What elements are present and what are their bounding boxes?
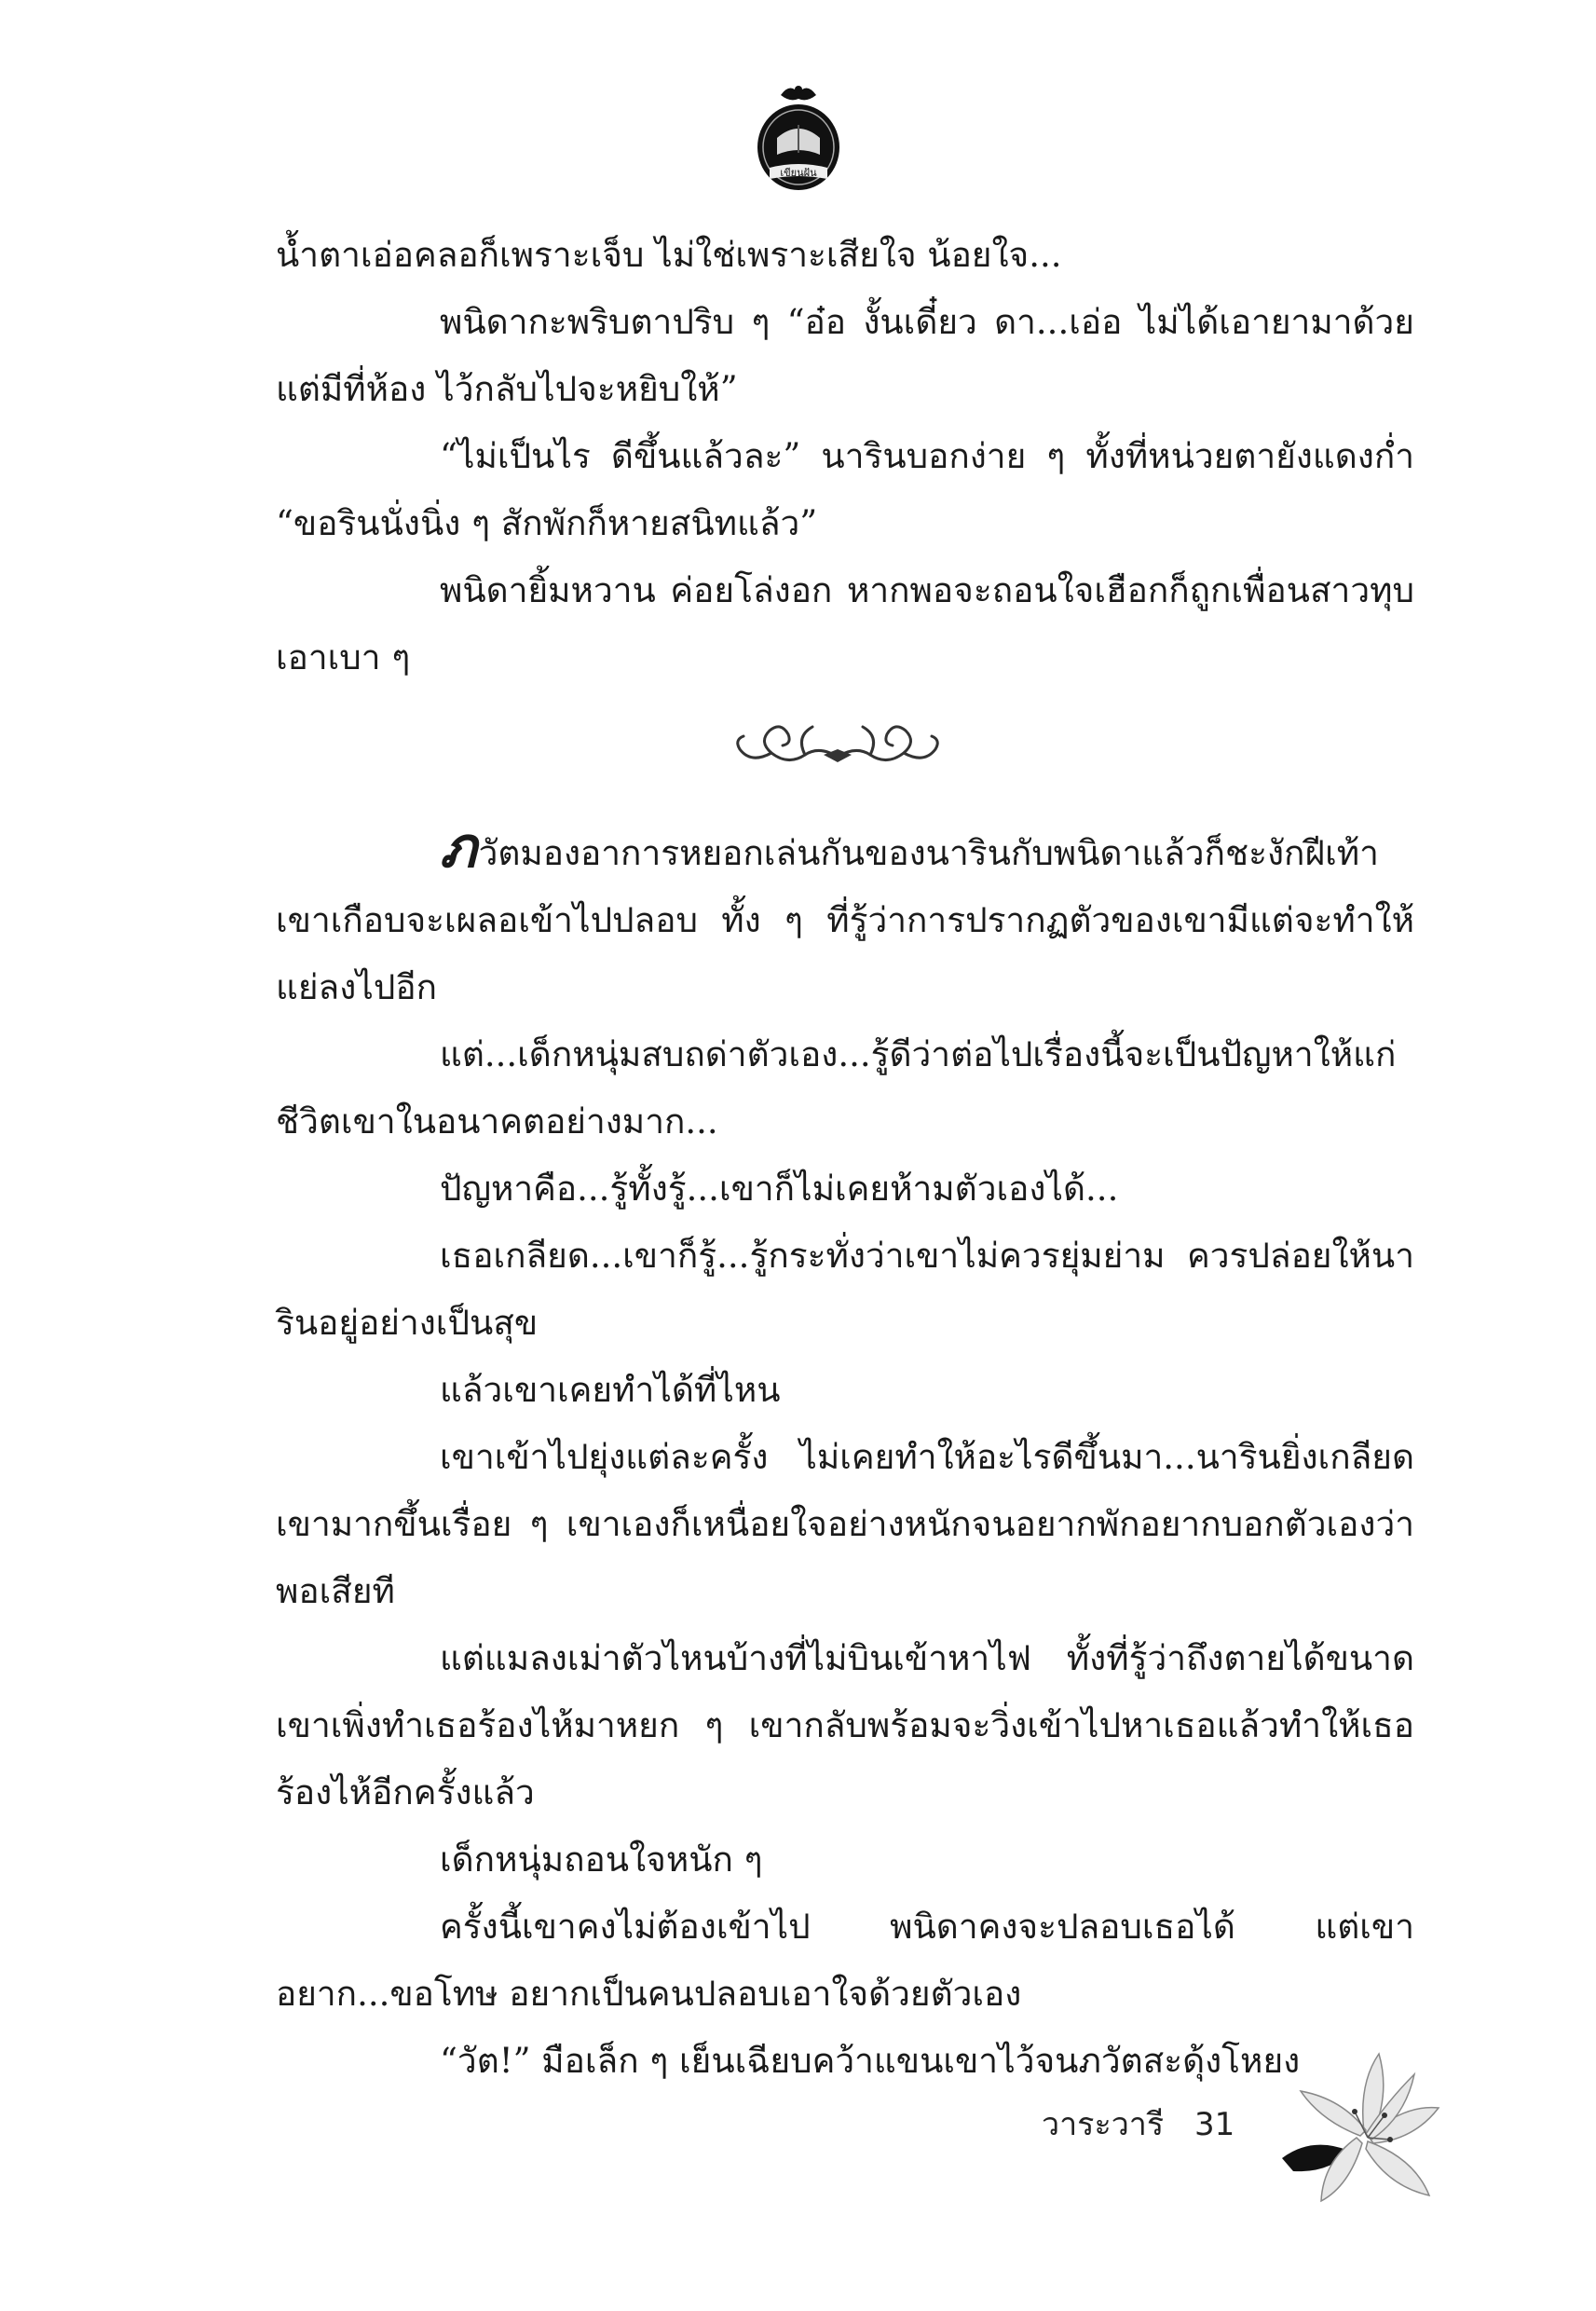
paragraph: เขาเข้าไปยุ่งแต่ละครั้ง ไม่เคยทำให้อะไรดีขึ้นมา...นารินยิ่งเกลียดเขามากขึ้นเรื่อย ๆ เขาเองก็เหนื่อยใจอย่างหนักจนอยากพักอยากบอกตัวเองว่าพอเสียที: [276, 1437, 1414, 1611]
page-footer: [1042, 2099, 1235, 2149]
paragraph: เด็กหนุ่มถอนใจหนัก ๆ: [440, 1839, 763, 1880]
page-number: 31: [1194, 2106, 1235, 2143]
scroll-ornament-divider-icon: [730, 708, 945, 783]
logo-text: เขียนฝัน: [780, 167, 817, 179]
drop-cap: ภ: [440, 815, 477, 881]
book-title: วาระวารี: [1042, 2106, 1165, 2143]
text-block-bottom: [276, 815, 1414, 2095]
paragraph: ครั้งนี้เขาคงไม่ต้องเข้าไป พนิดาคงจะปลอบเธอได้ แต่เขาอยาก...ขอโทษ อยากเป็นคนปลอบเอาใจด้วยตัวเอง: [276, 1907, 1414, 2014]
paragraph: ปัญหาคือ...รู้ทั้งรู้...เขาก็ไม่เคยห้ามตัวเองได้...: [440, 1169, 1119, 1209]
paragraph: [276, 815, 1414, 1021]
lily-flower-icon: [1275, 2046, 1442, 2205]
text-block-top: [276, 222, 1414, 691]
paragraph: แล้วเขาเคยทำได้ที่ไหน: [440, 1370, 781, 1410]
paragraph: พนิดากะพริบตาปริบ ๆ “อ๋อ งั้นเดี๋ยว ดา...เอ่อ ไม่ได้เอายามาด้วย แต่มีที่ห้อง ไว้กลับไปจะหยิบให้”: [276, 302, 1414, 409]
paragraph: “ไม่เป็นไร ดีขึ้นแล้วละ” นารินบอกง่าย ๆ ทั้งที่หน่วยตายังแดงก่ำ “ขอรินนั่งนิ่ง ๆ สักพักก็หายสนิทแล้ว”: [276, 436, 1414, 543]
paragraph: แต่แมลงเม่าตัวไหนบ้างที่ไม่บินเข้าหาไฟ ทั้งที่รู้ว่าถึงตายได้ขนาดเขาเพิ่งทำเธอร้องไห้มาหยก ๆ เขากลับพร้อมจะวิ่งเข้าไปหาเธอแล้วทำให้เธอร้องไห้อีกครั้งแล้ว: [276, 1638, 1414, 1812]
paragraph: น้ำตาเอ่อคลอก็เพราะเจ็บ ไม่ใช่เพราะเสียใจ น้อยใจ...: [276, 235, 1062, 275]
paragraph: “วัต!” มือเล็ก ๆ เย็นเฉียบคว้าแขนเขาไว้จนภวัตสะดุ้งโหยง: [440, 2041, 1301, 2081]
paragraph: เธอเกลียด...เขาก็รู้...รู้กระทั่งว่าเขาไม่ควรยุ่มย่าม ควรปล่อยให้นารินอยู่อย่างเป็นสุข: [276, 1236, 1414, 1343]
paragraph: แต่...เด็กหนุ่มสบถด่าตัวเอง...รู้ดีว่าต่อไปเรื่องนี้จะเป็นปัญหาให้แก่ชีวิตเขาในอนาคตอย่างมาก...: [276, 1034, 1397, 1142]
paragraph-text: วัตมองอาการหยอกเล่นกันของนารินกับพนิดาแล้วก็ชะงักฝีเท้า เขาเกือบจะเผลอเข้าไปปลอบ ทั้ง ๆ ที่รู้ว่าการปรากฏตัวของเขามีแต่จะทำให้แย่ลงไปอีก: [276, 833, 1414, 1007]
paragraph: พนิดายิ้มหวาน ค่อยโล่งอก หากพอจะถอนใจเฮือกก็ถูกเพื่อนสาวทุบเอาเบา ๆ: [276, 570, 1414, 677]
ornate-crest-logo-icon: [753, 82, 844, 196]
